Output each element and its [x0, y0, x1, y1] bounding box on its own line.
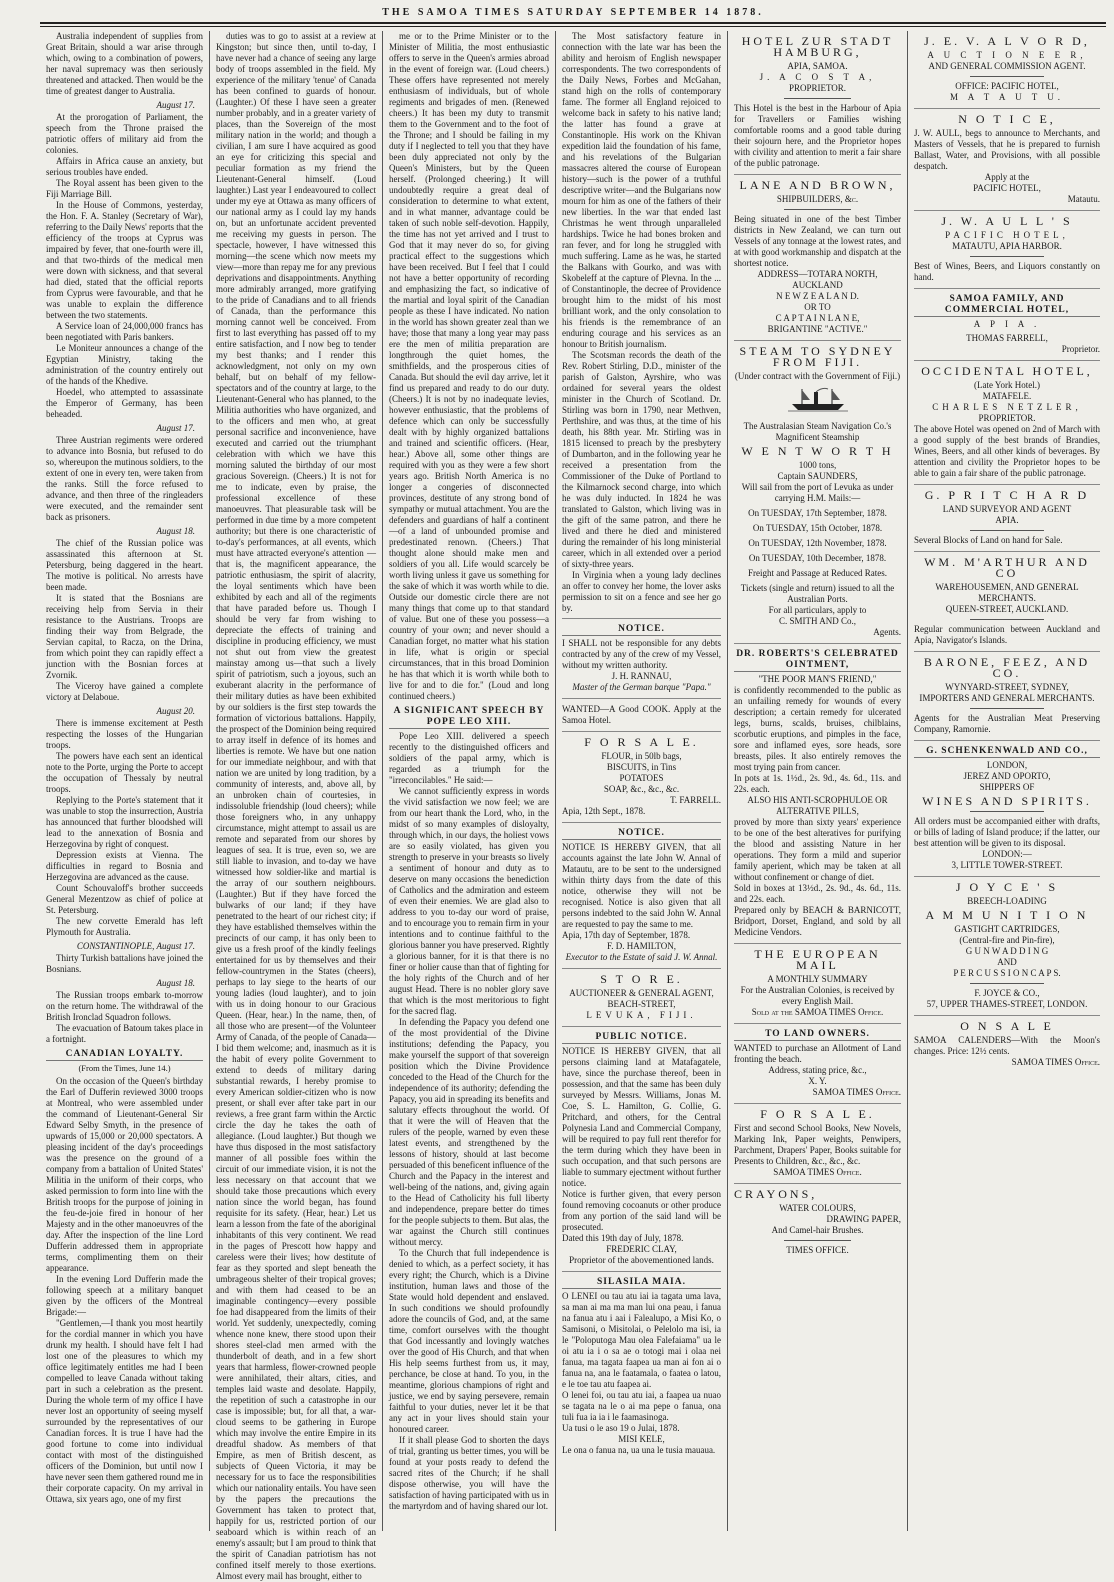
dateline: August 18. [156, 526, 195, 536]
ad-text: Address, stating price, &c., [768, 1065, 867, 1075]
ad-subtext: A MONTHLY SUMMARY [767, 974, 868, 984]
ad-text: For the Australian Colonies, is received by every English Mail. [740, 985, 895, 1006]
ad-text: proved by more than sixty years' experience to be one of the best alteratives for purifying the blood and assisting Nature in her operations. They form a mild and superior family aperient, which may be taken at all without confinement or change of diet. [734, 817, 901, 882]
article-text: In the House of Commons, yesterday, the Hon. F. A. Stanley (Secretary of War), referring to the Daily News' reports that the efficiency of the troops at Cyprus was impaired by fever, that one-fourth were ill, and that two-thirds of the medical men were down with sickness, and that several had died, stated that the official reports from Cyprus were favourable, and that he was unable to explain the difference between the two statements. [46, 200, 203, 320]
article-text: In Virginia when a young lady declines an offer to convey her home, the lover asks permission to sit on a fence and see her go by. [562, 570, 721, 613]
divider [784, 98, 851, 99]
ointment-ad [734, 649, 901, 938]
ad-text: Several Blocks of Land on hand for Sale. [914, 535, 1063, 545]
ad-subtext: Executor to the Estate of said J. W. Annal. [565, 952, 718, 962]
article-heading: A SIGNIFICANT SPEECH BY POPE LEO XIII. [389, 706, 549, 729]
ad-item: And Camel-hair Brushes. [771, 1225, 864, 1235]
ad-text: This Hotel is the best in the Harbour of Apia for Travellers or Families wishing comfortable rooms and a good table during their sojourn here, and the Proprietor hopes with civility and attention to merit a fair share of the public patronage. [734, 103, 901, 168]
divider [734, 340, 901, 341]
ad-heading: O N S A L E [960, 1019, 1054, 1033]
ad-text: Sold in boxes at 13½d., 2s. 9d., 4s. 6d., 11s. and 22s. each. [734, 883, 901, 904]
for-sale-ad [562, 737, 721, 817]
sailing-date: On TUESDAY, 17th September, 1878. [748, 508, 887, 518]
wanted-ad [562, 704, 721, 726]
article-text: The powers have each sent an identical note to the Porte, urging the Porte to accept the occupation of Thessaly by neutral troops. [46, 751, 203, 794]
ad-date: Apia, 17th day of September, 1878. [562, 930, 691, 940]
ad-item: AND [997, 957, 1017, 967]
divider [970, 983, 1044, 984]
divider [734, 643, 901, 644]
dateline: August 20. [156, 706, 195, 716]
divider [734, 1103, 901, 1104]
ad-text: J. W. AULL, begs to announce to Merchants, and Masters of Vessels, that he is prepared to furnish Ballast, Water, and Provisions, with all possible despatch. [914, 128, 1100, 171]
samoa-hotel-ad [914, 294, 1100, 355]
article-text: Depression exists at Vienna. The difficulties in regard to Bosnia and Herzegovina are advanced as the cause. [46, 850, 203, 882]
ad-subtext: BRIGANTINE "ACTIVE." [767, 324, 868, 334]
article-text: The chief of the Russian police was assassinated this afternoon at St. Petersburg, being daggered in the heart. The motive is political. No arrests have been made. [46, 538, 203, 592]
column-1 [40, 31, 210, 1531]
hotel-hamburg-ad [734, 36, 901, 169]
divider [970, 256, 1044, 257]
ad-item: P E R C U S S I O N C A P S. [953, 968, 1061, 978]
ad-subtext: SAMOA TIMES Office. [773, 1167, 862, 1177]
ad-subtext: Le ona o fanua na, ua una le tusia mauaua. [562, 1445, 716, 1455]
divider [914, 360, 1100, 361]
divider [914, 1015, 1100, 1016]
ad-subtext: (Under contract with the Government of Fiji.) [734, 371, 901, 381]
ad-item: DRAWING PAPER, [826, 1214, 901, 1224]
divider [562, 1026, 721, 1027]
column-2 [210, 31, 383, 1581]
header-rule [40, 22, 1106, 27]
ad-text: Apply at the [984, 172, 1030, 182]
ad-role: Proprietor. [1061, 344, 1100, 354]
joyce-ad [914, 882, 1100, 1010]
divider [784, 1240, 851, 1241]
ad-text: Agents for the Australian Meat Preserving Company, Ramornie. [914, 713, 1100, 734]
ad-subtext: WAREHOUSEMEN, AND GENERAL MERCHANTS. [935, 582, 1079, 603]
article-text: The evacuation of Batoum takes place in a fortnight. [46, 1023, 203, 1044]
divider [734, 1183, 901, 1184]
divider [970, 619, 1044, 620]
ad-heading: THE EUROPEAN MAIL [754, 947, 881, 972]
alvord-ad [914, 36, 1100, 103]
ad-heading: TO LAND OWNERS. [734, 1029, 901, 1041]
ad-text: Freight and Passage at Reduced Rates. [748, 568, 887, 578]
ad-subtext: SAMOA TIMES Office. [812, 1087, 901, 1097]
ad-heading: F O R S A L E. [760, 1107, 875, 1121]
ad-name: THOMAS FARRELL, [966, 333, 1048, 343]
masthead: THE SAMOA TIMES SATURDAY SEPTEMBER 14 1878. [382, 7, 764, 18]
ad-date: Dated this 19th day of July, 1878. [562, 1233, 684, 1243]
ad-address: OFFICE: PACIFIC HOTEL, [955, 81, 1059, 91]
ad-date: Ua tusi o le aso 19 o Julai, 1878. [562, 1423, 680, 1433]
ad-signature: T. FARRELL. [670, 795, 721, 805]
ad-heading: S T O R E. [600, 972, 683, 986]
article-text: It is stated that the Bosnians are receiving help from Servia in their resistance to the Austrians. Troops are finding their way from Belgrade, the Servian capital, to Racza, on the Drina, from which point they can rapidly effect a junction with the Bosnian forces at Zvornik. [46, 593, 203, 680]
ad-text: For all particulars, apply to [768, 605, 867, 615]
article-text: Replying to the Porte's statement that it was unable to stop the insurrection, Austria has announced that further bloodshed will lead to the annexation of Bosnia and Herzegovina by right of conquest. [46, 795, 203, 849]
article-text: The new corvette Emerald has left Plymouth for Australia. [46, 916, 203, 937]
article-text: Pope Leo XIII. delivered a speech recently to the distinguished officers and soldiers of the papal army, which is regarded as a triumph for the "irreconcilables." He said:— [389, 731, 549, 785]
ad-text: WANTED to purchase an Allotment of Land fronting the beach. [734, 1043, 901, 1064]
ad-heading: F O R S A L E. [584, 735, 699, 749]
divider [914, 484, 1100, 485]
ad-subheading: ALSO HIS ANTI-SCROPHULOE OR ALTERATIVE PILLS, [747, 795, 888, 816]
article-text: The Scotsman records the death of the Rev. Robert Stirling, D.D., minister of the parish of Galston, Ayrshire, who was ordained for several years the oldest minister in the Church of Scotland. Dr. Stirling was born in 1790, near Methven, Perthshire, and was thus, at the time of his death, his 88th year. Mr. Stirling was in 1815 licensed to preach by the presbytery of Dumbarton, and in the following year he received a presentation from the Commissioner of the Duke of Portland to the Kilmarnock second charge, into which he was duly inducted. In 1824 he was translated to Galston, which living was in the gift of the same patron, and there he lived and there he died and ministered during the remainder of his long ministerial career, which in all extended over a period of sixty-three years. [562, 350, 721, 569]
ad-heading: BARONE, FEEZ, AND CO. [923, 655, 1091, 680]
divider [734, 174, 901, 175]
ad-place: MATAUTU, APIA HARBOR. [952, 241, 1062, 251]
divider [914, 740, 1100, 741]
ad-text: The Australasian Steam Navigation Co.'s Magnificent Steamship [743, 421, 892, 442]
ad-heading: CRAYONS, [734, 1187, 818, 1201]
divider [562, 731, 721, 732]
steamship-icon [788, 386, 848, 414]
ad-text: All orders must be accompanied either with drafts, or bills of lading of Island produce; if the latter, our best attention will be given to its disposal. [914, 816, 1100, 848]
ad-role: PROPRIETOR. [978, 413, 1036, 423]
column-5 [728, 31, 908, 1531]
ad-heading: N O T I C E, [958, 112, 1056, 126]
ad-heading: NOTICE. [562, 624, 721, 636]
silasila-ad [562, 1277, 721, 1456]
column-4 [556, 31, 728, 1531]
divider [914, 288, 1100, 289]
ad-subtext: LONDON:— [982, 849, 1032, 859]
ad-text: NOTICE IS HEREBY GIVEN, that all accounts against the late John W. Annal of Matautu, are to be sent to the undersigned within thirty days from the date of this notice, otherwise they will not be recognised. Notice is also given that all persons indebted to the said John W. Annal are requested to pay the same to me. [562, 842, 721, 929]
article-text: me or to the Prime Minister or to the Minister of Militia, the most enthusiastic offers to serve in the Queen's armies abroad in the event of foreign war. (Loud cheers.) These offers have represented not merely enthusiasm of individuals, but of whole regiments and brigades of men. (Renewed cheers.) It has been my duty to transmit them to the Government and to the foot of the Throne; and I should be failing in my duty if I neglected to tell you that they have been duly appreciated not only by the Queen's Ministers, but by the Queen herself. (Prolonged cheering.) It will undoubtedly require a great deal of consideration to determine to what extent, and in what manner, advantage could be taken of such noble self-devotion. Happily, the time has not yet arrived and I trust to God that it may never do so, for giving practical effect to the suggestions which have been received. But I feel that I could not have a better opportunity of recording and emphasizing the fact, so indicative of the martial and loyal spirit of the Canadian people as these I have indicated. No nation in the world has shown greater zeal than we have; those that many a long year may pass ere the men of militia preparation are longthrough the quiet homes, the smithfields, and the prosperous cities of Canada. But should the evil day arrive, let it find us prepared and ready to do our duty. (Cheers.) It is not by no inadequate levies, however enthusiastic, that the problems of defence which can only be successfully dealt with by highly organized battalions and trained and scientific officers. (Hear, hear.) Above all, some other things are required with you as they were a few short years ago. British North America is no longer a congeries of disconnected provinces, destitute of any strong bond of sympathy or mutual attachment. You are the defenders and guardians of half a continent—of a land of unbounded promise and predestinated renown. (Cheers.) That thought alone should make men and soldiers of you all. Life would scarcely be worth living unless it gave us something for the sake of which it was worth while to die. Outside our domestic circle there are not many things that come up to that standard of value. But one of these you possess—a country of your own; and never should a Canadian forget, no matter what his station in life, what is origin or special circumstances, that in this broad Dominion he has that which it is worth while both to live for and to die for." (Loud and long continued cheers.) [389, 31, 549, 701]
article-text: duties was to go to assist at a review at Kingston; but since then, until to-day, I have never had a chance of seeing any large body of troops assembled in the field. My experience of the military 'tenue' of Canada has been confined to guards of honour. (Laughter.) Of these I have seen a greater number probably, and in a greater variety of places, than the Sovereign of the most military nation in the world; and though a civilian, I am sure I have acquired as good an eye for criticizing this special and peculiar formation as my friend the Lieutenant-General himself. (Loud laughter.) Last year I endeavoured to collect under my eye at Ottawa as many officers of our national army as I could lay my hands on, but an unfortunate accident prevented me receiving my guests in person. The spectacle, however, I have witnessed this morning—the scene which now meets my view—more than repay me for any previous deprivations and disappointments. Anything more admirably arranged, more gratifying to the pride of Canadians and to all friends of Canada, than the performance this morning cannot well be conceived. From first to last everything has passed off to my entire satisfaction, and I now beg to tender my best thanks; and I render this acknowledgment, not only on my own behalf, but on behalf of my fellow-spectators and of the country at large, to the Lieutenant-General who has planned, to the Militia authorities who have organized, and to the officers and men who, at great personal sacrifice and inconvenience, have executed and carried out the triumphant celebration with which we have this morning saluted the birthday of our most gracious Sovereign. (Cheers.) It is not for me to indicate, even by praise, the professional excellence of these manoeuvres. That pleasurable task will be performed in due time by a more competent authority; but there is one characteristic of to-day's performances, at all events, which must have attracted everyone's attention —that is, the magnificent appearance, the patriotic enthusiasm, the spirit of alacrity, the loyal sentiments which have been exhibited by each and all of the regiments that have paraded before us. Though I should be very far from wishing to depreciate the effects of training and discipline in producing efficiency, we must not shut out from view the greatest mainstay among us—that such a lively spirit of patriotism, such a joyous, such an exuberant alacrity in the performance of their military duties as have been exhibited by our soldiers is the first step towards the formation of victorious battalions. Happily, the prospect of the Dominion being required to array itself in defence of its homes and liberties is remote. We have but one nation for our immediate neighbour, and with that nation we are united by long tradition, by a community of interests, and, above all, by an unbroken chain of courtesies, in indissoluble friendship (loud cheers); while those foreigners who, in any unhappy circumstance, might attempt to assail us are remote and separated from our shores by leagues of sea. It is true, even so, we are still liable to invasion, and to-day we have witnessed how soldier-like and martial is the array of our southern neighbours. (Laughter.) But if they have forced the bulwarks of our land; if they have penetrated to the heart of our richest city; if they have established themselves within the precincts of our camp, it has only been to give us a fresh proof of the kindly feelings entertained for us by themselves and their fellow-countrymen in the States (cheers), perhaps to lay siege to the hearts of our young ladies (loud laughter), and to join with us in doing honour to our Gracious Queen. (Hear, hear.) In the name, then, of all those who are present—of the Volunteer Army of Canada, of the people of Canada—I bid them welcome; and, inasmuch as it is the habit of every polite Government to extend to deeds of military daring substantial rewards, I hereby promise to every American soldier-citizen who is now present, or shall ever after take part in our reviews, a free grant farm within the Arctic circle the day he takes the oath of allegiance. (Loud laughter.) But though we have thus disposed in the most satisfactory manner of all possible foes within the circuit of our immediate vision, it is not the less necessary on that account that we should take those precautions which every nation since the world began, has found requisite for its safety. (Hear, hear.) Let us learn a lesson from the fate of the aboriginal inhabitants of this very continent. We read in the pages of Prescott how happy and careless were their lives; how destitute of fear as they sported and slept beneath the umbrageous shelter of their tropical groves; and with them had ceased to be an imaginable contingency—every possible foe had disappeared from the limits of their world. Yet suddenly, unexpectedly, coming whence none knew, there stood upon their shores steel-clad men armed with the thunderbolt of death, and in a few short years that harmless, flower-crowned people were annihilated, their altars, cities, and temples laid waste and desolate. Happily, the repetition of such a catastrophe in our case is impossible; but, for all that, a war-cloud seems to be gathering in Europe which may involve the entire Empire in its dreadful shadow. As members of that Empire, as men of British descent, as subjects of Queen Victoria, it may be necessary for us to face the responsibilities which our nationality entails. You have seen by the papers the precautions the Government has taken to protect that, happily for us, restricted portion of our seaboard which is within reach of an enemy's assault; but I am proud to think that the spirit of Canadian patriotism has not confined itself merely to those exertions. Almost every mail has brought, either to [216, 31, 376, 1581]
ad-place: LEVUKA, FIJI. [586, 1010, 697, 1020]
ad-heading: G. P R I T C H A R D [924, 488, 1090, 502]
ad-text: SAMOA CALENDERS—With the Moon's changes. Price: 12½ cents. [914, 1035, 1100, 1056]
article-text: There is immense excitement at Pesth respecting the losses of the Hungarian troops. [46, 718, 203, 750]
article-text: Count Schouvaloff's brother succeeds General Mezentzow as chief of police at St. Petersburg. [46, 883, 203, 915]
ad-subtext: SAMOA TIMES Office. [1011, 1057, 1100, 1067]
aull-notice-ad [914, 114, 1100, 205]
ad-text: First and second School Books, New Novels, Marking Ink, Paper weights, Penwipers, Parchment, Drapers' Paper, Books suitable for Presents to Children, &c., &c., &c. [734, 1123, 901, 1166]
ad-heading: SAMOA FAMILY, AND COMMERCIAL HOTEL, [914, 294, 1100, 317]
for-sale-books-ad [734, 1109, 901, 1178]
ad-place: M A T A U T U. [949, 92, 1065, 102]
ad-item: SOAP, &c., &c., &c. [603, 784, 680, 794]
ad-signature: MISI KELE, [618, 1434, 665, 1444]
column-6 [908, 31, 1106, 1531]
article-text: Hoedel, who attempted to assassinate the Emperor of Germany, has been beheaded. [46, 387, 203, 419]
divider [970, 811, 1044, 812]
ad-heading: OCCIDENTAL HOTEL, [921, 364, 1093, 378]
divider [562, 1271, 721, 1272]
european-mail-ad [734, 949, 901, 1018]
dateline: August 17. [156, 423, 195, 433]
ad-text: NOTICE IS HEREBY GIVEN, that all persons claiming land at Matafagatele, have, since the purchase thereof, been in possession, and that the same has been duly surveyed by Messrs. Williams, Jonas M. Coe, S. L. Hamilton, G. Collie, G. Pritchard, and others, for the Central Polynesia Land and Commercial Company, will be required to pay full rent therefor for the term during which they have been in such occupation, and that such persons are liable to summary ejectment without further notice. [562, 1046, 721, 1188]
divider [914, 108, 1100, 109]
divider [914, 876, 1100, 877]
ad-address: ADDRESS—TOTARA NORTH, AUCKLAND [757, 269, 878, 290]
ad-name: F. JOYCE & CO., [974, 988, 1040, 998]
article-source: (From the Times, June 14.) [78, 1063, 171, 1073]
divider [970, 708, 1044, 709]
ad-subtext: BREECH-LOADING [967, 896, 1047, 906]
article-text: Affairs in Africa cause an anxiety, but serious troubles have ended. [46, 156, 203, 177]
barone-ad [914, 657, 1100, 735]
ad-date: Apia, 12th Sept., 1878. [562, 806, 646, 816]
pritchard-ad [914, 490, 1100, 546]
article-text: Thirty Turkish battalions have joined the Bosnians. [46, 953, 203, 974]
ad-subtext: JEREZ AND OPORTO, [963, 771, 1051, 781]
ad-subtext: Captain SAUNDERS, [777, 471, 858, 481]
ad-item: FLOUR, in 50lb bags, [601, 751, 682, 761]
divider [970, 530, 1044, 531]
ad-place: A P I A . [973, 319, 1041, 329]
ad-text: Prepared only by BEACH & BARNICOTT, Bridport, Dorset, England, and sold by all Medicine Vendors. [734, 905, 901, 937]
article-text: The Royal assent has been given to the Fiji Marriage Bill. [46, 178, 203, 199]
ad-heading: J O Y C E ' S [955, 880, 1059, 894]
ad-address: QUEEN-STREET, AUCKLAND. [945, 604, 1069, 614]
ad-place: MATAFELE. [982, 391, 1032, 401]
schenkenwald-ad [914, 746, 1100, 871]
ad-heading: NOTICE. [562, 828, 721, 840]
ad-subtext: LAND SURVEYOR AND AGENT [942, 504, 1072, 514]
ad-address: WYNYARD-STREET, SYDNEY, [945, 682, 1069, 692]
ad-subheading: WINES AND SPIRITS. [922, 794, 1092, 808]
ad-subtext: IMPORTERS AND GENERAL MERCHANTS. [919, 693, 1095, 703]
ad-heading: LANE AND BROWN, [739, 178, 896, 192]
store-ad [562, 974, 721, 1021]
ad-subtext: Matautu. [1067, 194, 1100, 204]
occidental-hotel-ad [914, 366, 1100, 479]
column-3 [383, 31, 556, 1531]
ad-subtext: AUCTIONEER & GENERAL AGENT, [569, 988, 714, 998]
ad-item: (Central-fire and Pin-fire), [959, 935, 1055, 945]
ad-text: In pots at 1s. 1½d., 2s. 9d., 4s. 6d., 11s. and 22s. each. [734, 773, 901, 794]
ad-place: APIA, SAMOA. [787, 61, 848, 71]
ad-heading: SILASILA MAIA. [562, 1277, 721, 1289]
sailing-date: On TUESDAY, 12th November, 1878. [748, 538, 887, 548]
crayons-ad [734, 1189, 901, 1256]
ad-text: Best of Wines, Beers, and Liquors constantly on hand. [914, 261, 1100, 282]
ad-subtext: 1000 tons, [798, 460, 837, 470]
ad-signature: FREDERIC CLAY, [606, 1244, 677, 1254]
on-sale-ad [914, 1021, 1100, 1068]
divider [970, 76, 1044, 77]
pacific-hotel-ad [914, 216, 1100, 283]
divider [784, 209, 851, 210]
article-text: A Service loan of 24,000,000 francs has been negotiated with Paris bankers. [46, 321, 203, 342]
ad-address: 3, LITTLE TOWER-STREET. [951, 860, 1063, 870]
article-text: To the Church that full independence is denied to which, as a perfect society, it has every right; the Church, which is a Divine institution, human laws and those of the State would hold dependent and enslaved. In such conditions we should profoundly adore the councils of God, and, at the same time, comfort ourselves with the thought that God incessantly and lovingly watches over the good of His Church, and that when His help seems furthest from us, it may, perchance, be close at hand. To you, in the meantime, glorious champions of right and justice, we end by saying persevere, remain faithful to your duties, never let it be that any act in your lives should stain your honoured career. [389, 1248, 549, 1434]
ad-place: PACIFIC HOTEL, [973, 183, 1041, 193]
sailing-date: On TUESDAY, 10th December, 1878. [748, 553, 887, 563]
article-text: The Most satisfactory feature in connection with the late war has been the ability and heroism of English newspaper correspondents. The two correspondents of the Daily News, Forbes and McGahan, stand high on the rolls of contemporary fame. The former all England rejoiced to welcome back in safety to his native land; the latter has found a grave at Constantinople. His work on the Khivan expedition laid the foundation of his fame, and his revelations of the Bulgarian massacres altered the course of European history—such is the power of a truthful descriptive writer—and the Bulgarians now mourn for him as one of the fathers of their new liberties. In the war that ended last Christmas he went through unparalleled hardships. Twice he had bones broken and ran fever, and for long he struggled with much suffering. Lame as he was, he started the Balkans with Gourko, and was with Skobeleff at the capture of Plevna. In the ... of Constantinople, the decree of Providence brought him to the midst of his most brilliant work, and the only consolation to his friends is the remembrance of an enduring courage and his services as an honour to British journalism. [562, 31, 721, 349]
estate-notice-ad [562, 828, 721, 963]
ad-subheading: A M M U N I T I O N [925, 908, 1089, 922]
ad-item: GASTIGHT CARTRIDGES, [954, 924, 1060, 934]
ad-heading: STEAM TO SYDNEY FROM FIJI. [739, 344, 896, 369]
ad-item: WATER COLOURS, [779, 1203, 856, 1213]
ad-place: APIA. [995, 515, 1019, 525]
ad-item: G U N W A D D I N G [965, 946, 1049, 956]
ad-subtext: PACIFIC HOTEL, [945, 230, 1069, 240]
ad-subtext: BEACH-STREET, [607, 999, 676, 1009]
ad-item: POTATOES [619, 773, 664, 783]
article-text: Australia independent of supplies from Great Britain, should a war arise through which, owing to a combination of powers, her naval supremacy was then seriously threatened and attacked. Then would be the time of greatest danger to Australia. [46, 31, 203, 96]
ad-heading: DR. ROBERTS'S CELEBRATED OINTMENT, [734, 649, 901, 672]
ad-heading: J. E. V. A L V O R D, [924, 34, 1090, 48]
ad-subtext: OR TO [804, 302, 831, 312]
ad-subtext: Proprietor of the abovementioned lands. [569, 1255, 714, 1265]
ad-subtext: AND GENERAL COMMISSION AGENT. [928, 61, 1086, 71]
article-text: In defending the Papacy you defend one of the most providential of the Divine institutions; defending the Papacy, you make yourself the support of that sovereign position which the Divine Providence conceded to the Head of the Church for the independence of its authority; defending the Papacy, you aid in spreading its benefits and salutary effects throughout the world. Of that it were the will of Heaven that the rulers of the people, warned by even these latest events, and strengthened by the lessons of history, should at last become persuaded of this beneficent influence of the Church and the Papacy in the interest and well-being of the nations, and, giving again to the Head of Catholicity his full liberty and independence, prepare better do times for the people subjects to them. But alas, the war against the Church still continues without mercy. [389, 1017, 549, 1247]
ad-text: Tickets (single and return) issued to all the Australian Ports. [740, 583, 895, 604]
article-text: "Gentlemen,—I thank you most heartily for the cordial manner in which you have drunk my health. I should have felt I had lost one of the pleasures to which my office legitimately entitles me had I been compelled to leave Canada without taking part in such a celebration as the present. During the whole term of my office I have never lost an opportunity of seeing myself surrounded by the representatives of our Canadian forces. It is true I have had the good fortune to come into individual contact with most of the distinguished officers of the Dominion, but until now I have never seen them gathered round me in their corporate capacity. On my arrival in Ottawa, six years ago, one of my first [46, 1318, 203, 1504]
divider [734, 1023, 901, 1024]
ad-name: C. SMITH AND Co., [778, 616, 856, 626]
mcarthur-ad [914, 557, 1100, 646]
ad-signature: J. H. RANNAU, [611, 671, 672, 681]
ad-text: Being situated in one of the best Timber districts in New Zealand, we can turn out Vessels of any tonnage at the lowest rates, and at with good workmanship and dispatch at the shortest notice. [734, 214, 901, 268]
ship-name: W E N T W O R T H [741, 444, 894, 458]
ad-item: BISCUITS, in Tins [606, 762, 677, 772]
ad-subtext: (Late York Hotel.) [974, 380, 1040, 390]
ad-heading: PUBLIC NOTICE. [562, 1032, 721, 1044]
ad-heading: J. W. A U L L ' S [941, 214, 1073, 228]
ad-subtext: A U C T I O N E E R, [927, 50, 1087, 60]
ad-subtext: Agents. [873, 627, 901, 637]
divider [562, 968, 721, 969]
article-text: The Viceroy have gained a complete victory at Delaboue. [46, 681, 203, 702]
sailing-date: On TUESDAY, 15th October, 1878. [752, 523, 883, 533]
ad-role: PROPRIETOR. [788, 83, 847, 93]
ad-text: Regular communication between Auckland and Apia, Navigator's Islands. [914, 624, 1100, 645]
article-text: On the occasion of the Queen's birthday the Earl of Dufferin reviewed 3000 troops at Montreal, who were assembled under the command of Lieutenant-General Sir Edward Selby Smyth, in the presence of upwards of 15,000 or 20,000 spectators. A pleasing incident of the day's proceedings was the presence on the ground of a company from a battalion of United States' Militia in the uniform of their corps, who asked permission to form into line with the British troops for the purpose of joining in the feu-de-joie fired in honour of her Majesty and in the other manoeuvres of the day. After the inspection of the line Lord Dufferin addressed them in appropriate terms, complimenting them on their appearance. [46, 1076, 203, 1273]
ad-subtext: TIMES OFFICE. [786, 1245, 849, 1255]
ad-text: Will sail from the port of Levuka as under carrying H.M. Mails:— [741, 482, 894, 503]
steamship-illustration [734, 386, 901, 417]
divider [914, 551, 1100, 552]
ad-heading: G. SCHENKENWALD AND CO., [914, 746, 1100, 758]
steam-ad [734, 346, 901, 638]
ad-subtext: "THE POOR MAN'S FRIEND," [758, 674, 877, 684]
ad-name: C A P T A I N L A N E, [775, 313, 860, 323]
article-heading: CANADIAN LOYALTY. [46, 1049, 203, 1061]
article-text: Le Moniteur announces a change of the Egyptian Ministry, taking the administration of the country entirely out of the hands of the Khedive. [46, 343, 203, 386]
ad-heading: WM. M'ARTHUR AND CO [924, 555, 1090, 580]
columns [40, 31, 1106, 1581]
article-text: We cannot sufficiently express in words the vivid satisfaction we now feel; we are from our heart thank the Lord, who, in the midst of so many examples of disloyalty, through which, in our days, the holiest vows are so easily violated, has given you strength to preserve in your breasts so lively a sentiment of honour and duty as to deserve on many occasions the benediction of Catholics and the admiration and esteem of even their enemies. We are glad also to address to you to-day our word of praise, and to encourage you to remain firm in your intentions and to continue faithful to the glorious banner you have preserved. Rightly a glorious banner, for it is that there is no finer or holier cause than that of fighting for the holy rights of the Church and of her august Head. There is no nobler glory save that which is the most meritorious to fight for the sacred flag. [389, 786, 549, 1016]
ad-text: WANTED—A Good COOK. Apply at the Samoa Hotel. [562, 704, 721, 725]
divider [562, 618, 721, 619]
ad-signature: F. D. HAMILTON, [606, 941, 677, 951]
ad-text: O LENEI ou tau atu iai ia tagata uma lava, sa man ai ma ma man lui ona peau, i fanua na fanua atu i aai i Falealupo, a Misi Ko, o Samisoni, o Misitolai, o Pelelolo ma isi, ia le "Poloputoga Mau olea Falefaiama" ua le oi atu ia i o sa ae o totogi mai i olaa nei fanua, ma tagata faapea ua man ai fon ai o fanua na, ana le faatamala, o faatea o latou, e le toe tau atu faapea ai. [562, 1291, 721, 1389]
ad-heading: HOTEL ZUR STADT HAMBURG, [741, 34, 894, 59]
article-text: In the evening Lord Dufferin made the following speech at a military banquet given by the officers of the Montreal Brigade:— [46, 1274, 203, 1317]
lane-brown-ad [734, 180, 901, 335]
ad-address: 57, UPPER THAMES-STREET, LONDON. [926, 999, 1088, 1009]
article-text: Three Austrian regiments were ordered to advance into Bosnia, but refused to do so, whereupon the mutinous soldiers, to the extent of one in every ten, were taken from the ranks. Still the force refused to advance, and then three of the ringleaders were executed, and the remainder sent back as prisoners. [46, 435, 203, 522]
ad-text: Notice is further given, that every person found removing cocoanuts or other produce from any portion of the said land will be prosecuted. [562, 1189, 721, 1232]
divider [914, 210, 1100, 211]
notice-ad [562, 624, 721, 693]
divider [562, 822, 721, 823]
dateline: CONSTANTINOPLE, August 17. [76, 941, 195, 951]
ad-name: CHARLES NETZLER, [932, 402, 1082, 412]
article-text: The Russian troops embark to-morrow on the return home. The withdrawal of the British Ironclad Squadron follows. [46, 990, 203, 1022]
land-owners-ad [734, 1029, 901, 1098]
divider [562, 698, 721, 699]
ad-signature: X. Y. [808, 1076, 827, 1086]
ad-subtext: SHIPPERS OF [979, 782, 1035, 792]
ad-subtext: Master of the German barque "Papa." [572, 682, 711, 692]
ad-text: O lenei foi, ou tau atu iai, a faapea ua nuao se tagata na le o ai ma pepe o fanua, ona tuli fua ia ia i le faamasinoga. [562, 1390, 721, 1422]
public-notice-ad [562, 1032, 721, 1266]
ad-subtext: Sold at the SAMOA TIMES Office. [751, 1007, 884, 1017]
ad-text: is confidently recommended to the public as an unfailing remedy for wounds of every description; a certain remedy for ulcerated legs, burns, scalds, bruises, chilblains, scorbutic eruptions, and pimples in the face, sore and inflamed eyes, sore heads, sore breasts, piles. It also entirely removes the most trying pain from cancer. [734, 685, 901, 772]
ad-text: I SHALL not be responsible for any debts contracted by any of the crew of my Vessel, without my written authority. [562, 638, 721, 670]
article-text: If it shall please God to shorten the days of trial, granting us better times, you will be found at your posts ready to defend the sacred rites of the Church; if he shall dispose otherwise, you will have the satisfaction of having participated with us in the martyrdom and of having shared our lot. [389, 1435, 549, 1511]
ad-text: The above Hotel was opened on 2nd of March with a good supply of the best brands of Brandies, Wines, Beers, and all other kinds of beverages. By attention and civility the Proprietor hopes to be able to gain a fair share of the public patronage. [914, 424, 1100, 478]
ad-subtext: SHIPBUILDERS, &c. [776, 194, 859, 204]
dateline: August 18. [156, 978, 195, 988]
article-text: At the prorogation of Parliament, the speech from the Throne praised the patriotic offers of military aid from the colonies. [46, 112, 203, 155]
ad-subtext: LONDON, [986, 760, 1028, 770]
dateline: August 17. [156, 100, 195, 110]
divider [914, 651, 1100, 652]
divider [734, 943, 901, 944]
ad-name: J. A C O S T A, [759, 72, 876, 82]
ad-place: N E W Z E A L A N D. [776, 291, 859, 301]
